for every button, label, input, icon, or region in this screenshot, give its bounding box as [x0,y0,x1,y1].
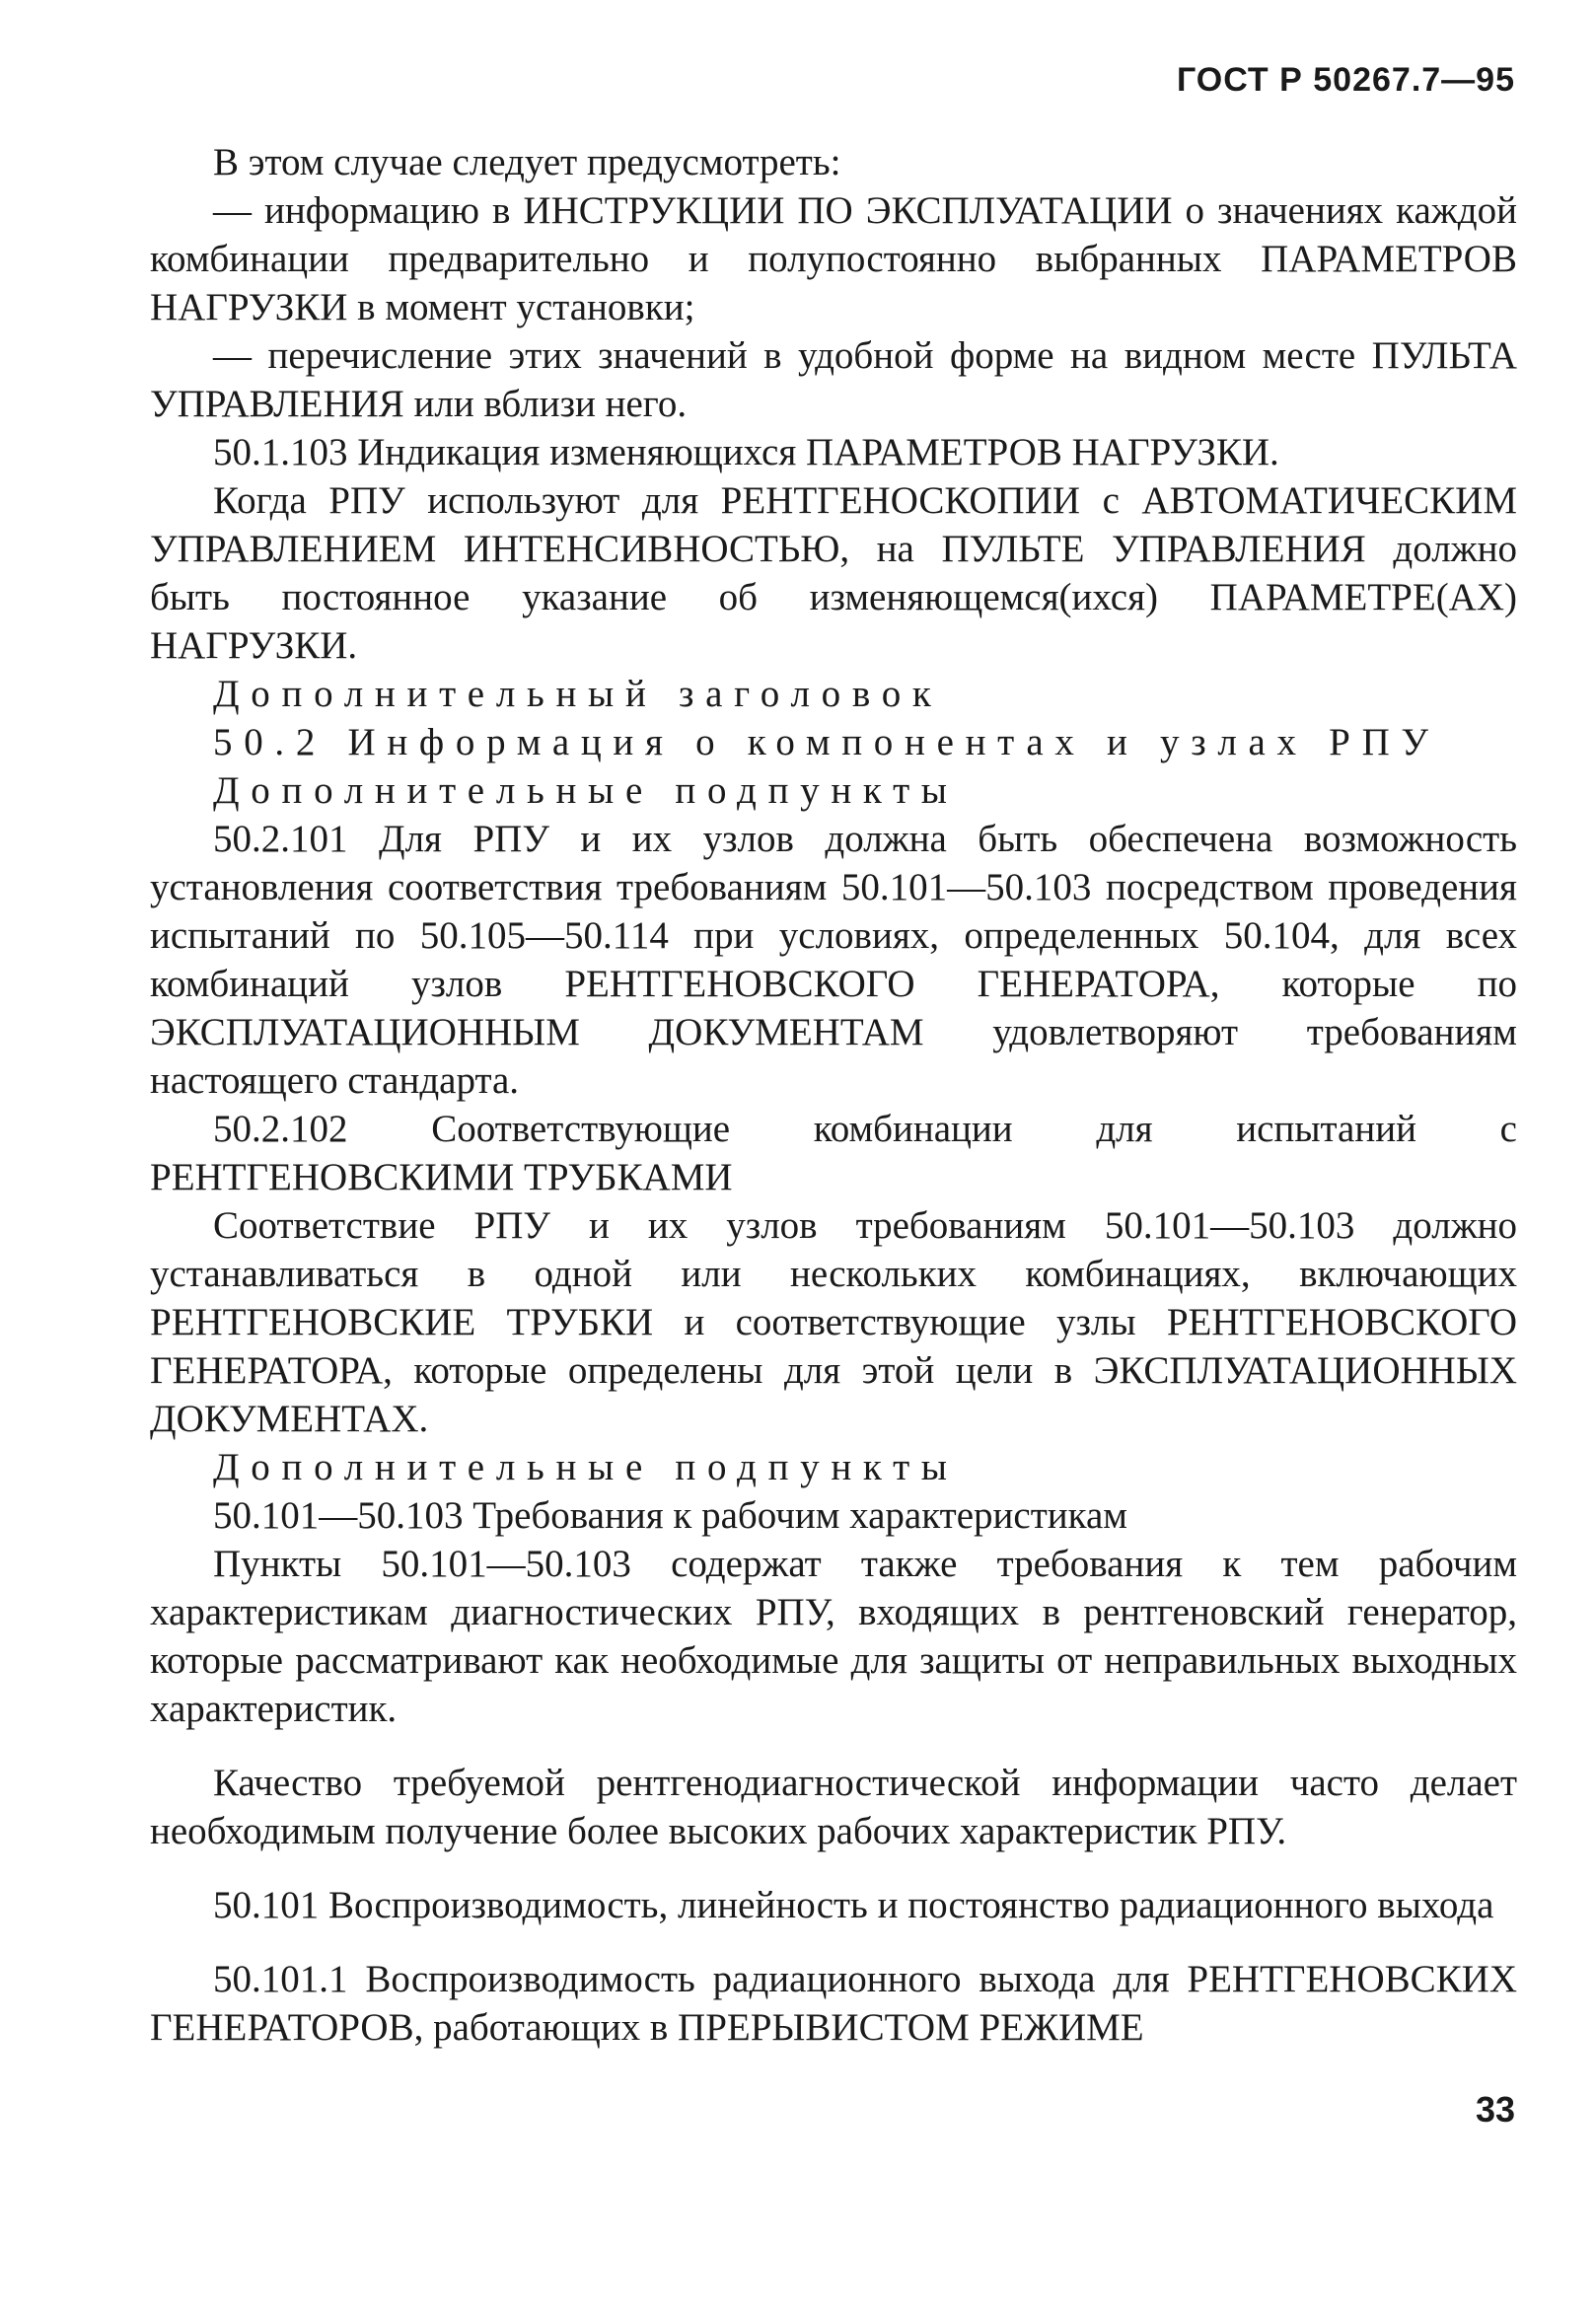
paragraph: — перечисление этих значений в удобной форме на видном месте ПУЛЬТА УПРАВЛЕНИЯ или вблизи него. [150,334,1517,425]
additional-subclauses-label: Дополнительные подпункты [213,769,959,812]
document-body [150,138,1517,2052]
additional-heading-label: Дополнительный заголовок [213,673,943,715]
section-heading: 50.2 Информация о компонентах и узлах РПУ [213,721,1440,763]
paragraph: Пункты 50.101—50.103 содержат также требования к тем рабочим характеристикам диагностических РПУ, входящих в рентгеновский генератор, которые рассматривают как необходимые для защиты от неправильных выходных характеристик. [150,1543,1517,1730]
paragraph: 50.2.101 Для РПУ и их узлов должна быть обеспечена возможность установления соответствия требованиям 50.101—50.103 посредством проведения испытаний по 50.105—50.114 при условиях, определенных 50.104, для всех комбинаций узлов РЕНТГЕНОВСКОГО ГЕНЕРАТОРА, которые по ЭКСПЛУАТАЦИОННЫМ ДОКУМЕНТАМ удовлетворяют требованиям настоящего стандарта. [150,818,1517,1102]
additional-subclauses-label: Дополнительные подпункты [213,1446,959,1488]
paragraph: — информацию в ИНСТРУКЦИИ ПО ЭКСПЛУАТАЦИИ о значениях каждой комбинации предварительно и полупостоянно выбранных ПАРАМЕТРОВ НАГРУЗКИ в момент установки; [150,189,1517,328]
paragraph: Соответствие РПУ и их узлов требованиям 50.101—50.103 должно устанавливаться в одной или нескольких комбинациях, включающих РЕНТГЕНОВСКИЕ ТРУБКИ и соответствующие узлы РЕНТГЕНОВСКОГО ГЕНЕРАТОРА, которые определены для этой цели в ЭКСПЛУАТАЦИОННЫХ ДОКУМЕНТАХ. [150,1204,1517,1440]
clause-heading: 50.101—50.103 Требования к рабочим характеристикам [213,1494,1127,1537]
paragraph: Когда РПУ используют для РЕНТГЕНОСКОПИИ с АВТОМАТИЧЕСКИМ УПРАВЛЕНИЕМ ИНТЕНСИВНОСТЬЮ, на ПУЛЬТЕ УПРАВЛЕНИЯ должно быть постоянное указание об изменяющемся(ихся) ПАРАМЕТРЕ(АХ) НАГРУЗКИ. [150,479,1517,667]
clause-heading: 50.1.103 Индикация изменяющихся ПАРАМЕТРОВ НАГРУЗКИ. [213,431,1279,473]
clause-heading: 50.2.102 Соответствующие комбинации для испытаний с РЕНТГЕНОВСКИМИ ТРУБКАМИ [150,1108,1517,1198]
page-header: ГОСТ Р 50267.7—95 [1176,61,1515,99]
clause-heading: 50.101 Воспроизводимость, линейность и постоянство радиационного выхода [213,1884,1494,1926]
paragraph: В этом случае следует предусмотреть: [213,141,841,183]
paragraph: Качество требуемой рентгенодиагностической информации часто делает необходимым получение более высоких рабочих характеристик РПУ. [150,1762,1517,1852]
clause-heading: 50.101.1 Воспроизводимость радиационного выхода для РЕНТГЕНОВСКИХ ГЕНЕРАТОРОВ, работающих в ПРЕРЫВИСТОМ РЕЖИМЕ [150,1958,1517,2049]
page-number: 33 [1475,2089,1515,2130]
